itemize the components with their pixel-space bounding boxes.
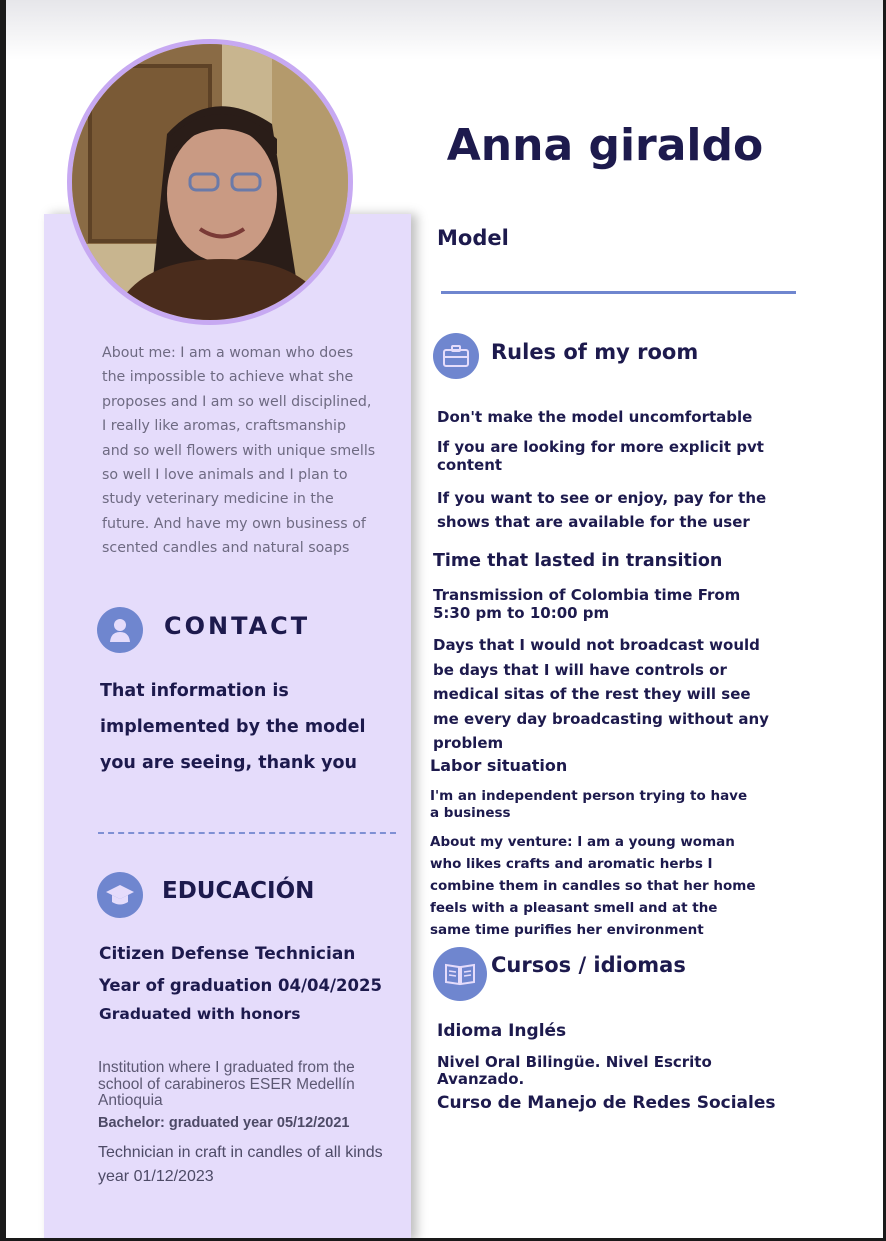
labor-status: I'm an independent person trying to have a business xyxy=(430,788,748,821)
rule-item: Don't make the model uncomfortable xyxy=(437,408,753,426)
education-honors: Graduated with honors xyxy=(99,1005,301,1023)
courses-heading: Cursos / idiomas xyxy=(491,953,686,977)
education-bachelor: Bachelor: graduated year 05/12/2021 xyxy=(98,1115,350,1131)
courses-level: Nivel Oral Bilingüe. Nivel Escrito Avanzado. xyxy=(437,1053,712,1088)
rule-item: If you want to see or enjoy, pay for the shows that are available for the user xyxy=(437,489,767,531)
page-title: Anna giraldo xyxy=(446,120,764,171)
contact-heading: CONTACT xyxy=(164,612,311,640)
frame-left xyxy=(0,0,6,1241)
rule-item: If you are looking for more explicit pvt content xyxy=(437,438,764,474)
divider xyxy=(98,832,396,834)
courses-course: Curso de Manejo de Redes Sociales xyxy=(437,1093,776,1113)
time-schedule: Transmission of Colombia time From 5:30 pm to 10:00 pm xyxy=(433,586,741,622)
top-shade xyxy=(0,0,886,60)
education-institution: Institution where I graduated from the school of carabineros ESER Medellín Antioquia xyxy=(98,1059,355,1109)
book-icon xyxy=(433,947,487,1001)
about-text: About me: I am a woman who does the impossible to achieve what she proposes and I am so well disciplined, I really like aromas, craftsmanship and so well flowers with unique smells so well I love animals and I plan to study veterinary medicine in the future. And have my own business of scented candles and natural soaps xyxy=(102,345,376,557)
profile-photo xyxy=(67,39,353,325)
graduation-cap-icon xyxy=(97,872,143,918)
person-icon xyxy=(97,607,143,653)
role-subtitle: Model xyxy=(437,226,509,250)
education-heading: EDUCACIÓN xyxy=(162,878,315,904)
briefcase-icon xyxy=(433,333,479,379)
courses-language: Idioma Inglés xyxy=(437,1021,567,1041)
time-days: Days that I would not broadcast would be days that I will have controls or medical sitas of the rest they will see me every day broadcasting without any problem xyxy=(433,636,769,752)
education-craft: Technician in craft in candles of all kinds year 01/12/2023 xyxy=(98,1144,383,1185)
education-year: Year of graduation 04/04/2025 xyxy=(99,976,382,995)
contact-text: That information is implemented by the model you are seeing, thank you xyxy=(100,681,366,773)
education-title: Citizen Defense Technician xyxy=(99,944,356,964)
labor-venture: About my venture: I am a young woman who likes crafts and aromatic herbs I combine them in candles so that her home feels with a pleasant smell and at the same time purifies her environment xyxy=(430,834,756,938)
title-rule xyxy=(441,291,796,294)
time-heading: Time that lasted in transition xyxy=(433,551,723,571)
labor-heading: Labor situation xyxy=(430,756,568,775)
rules-heading: Rules of my room xyxy=(491,340,699,364)
